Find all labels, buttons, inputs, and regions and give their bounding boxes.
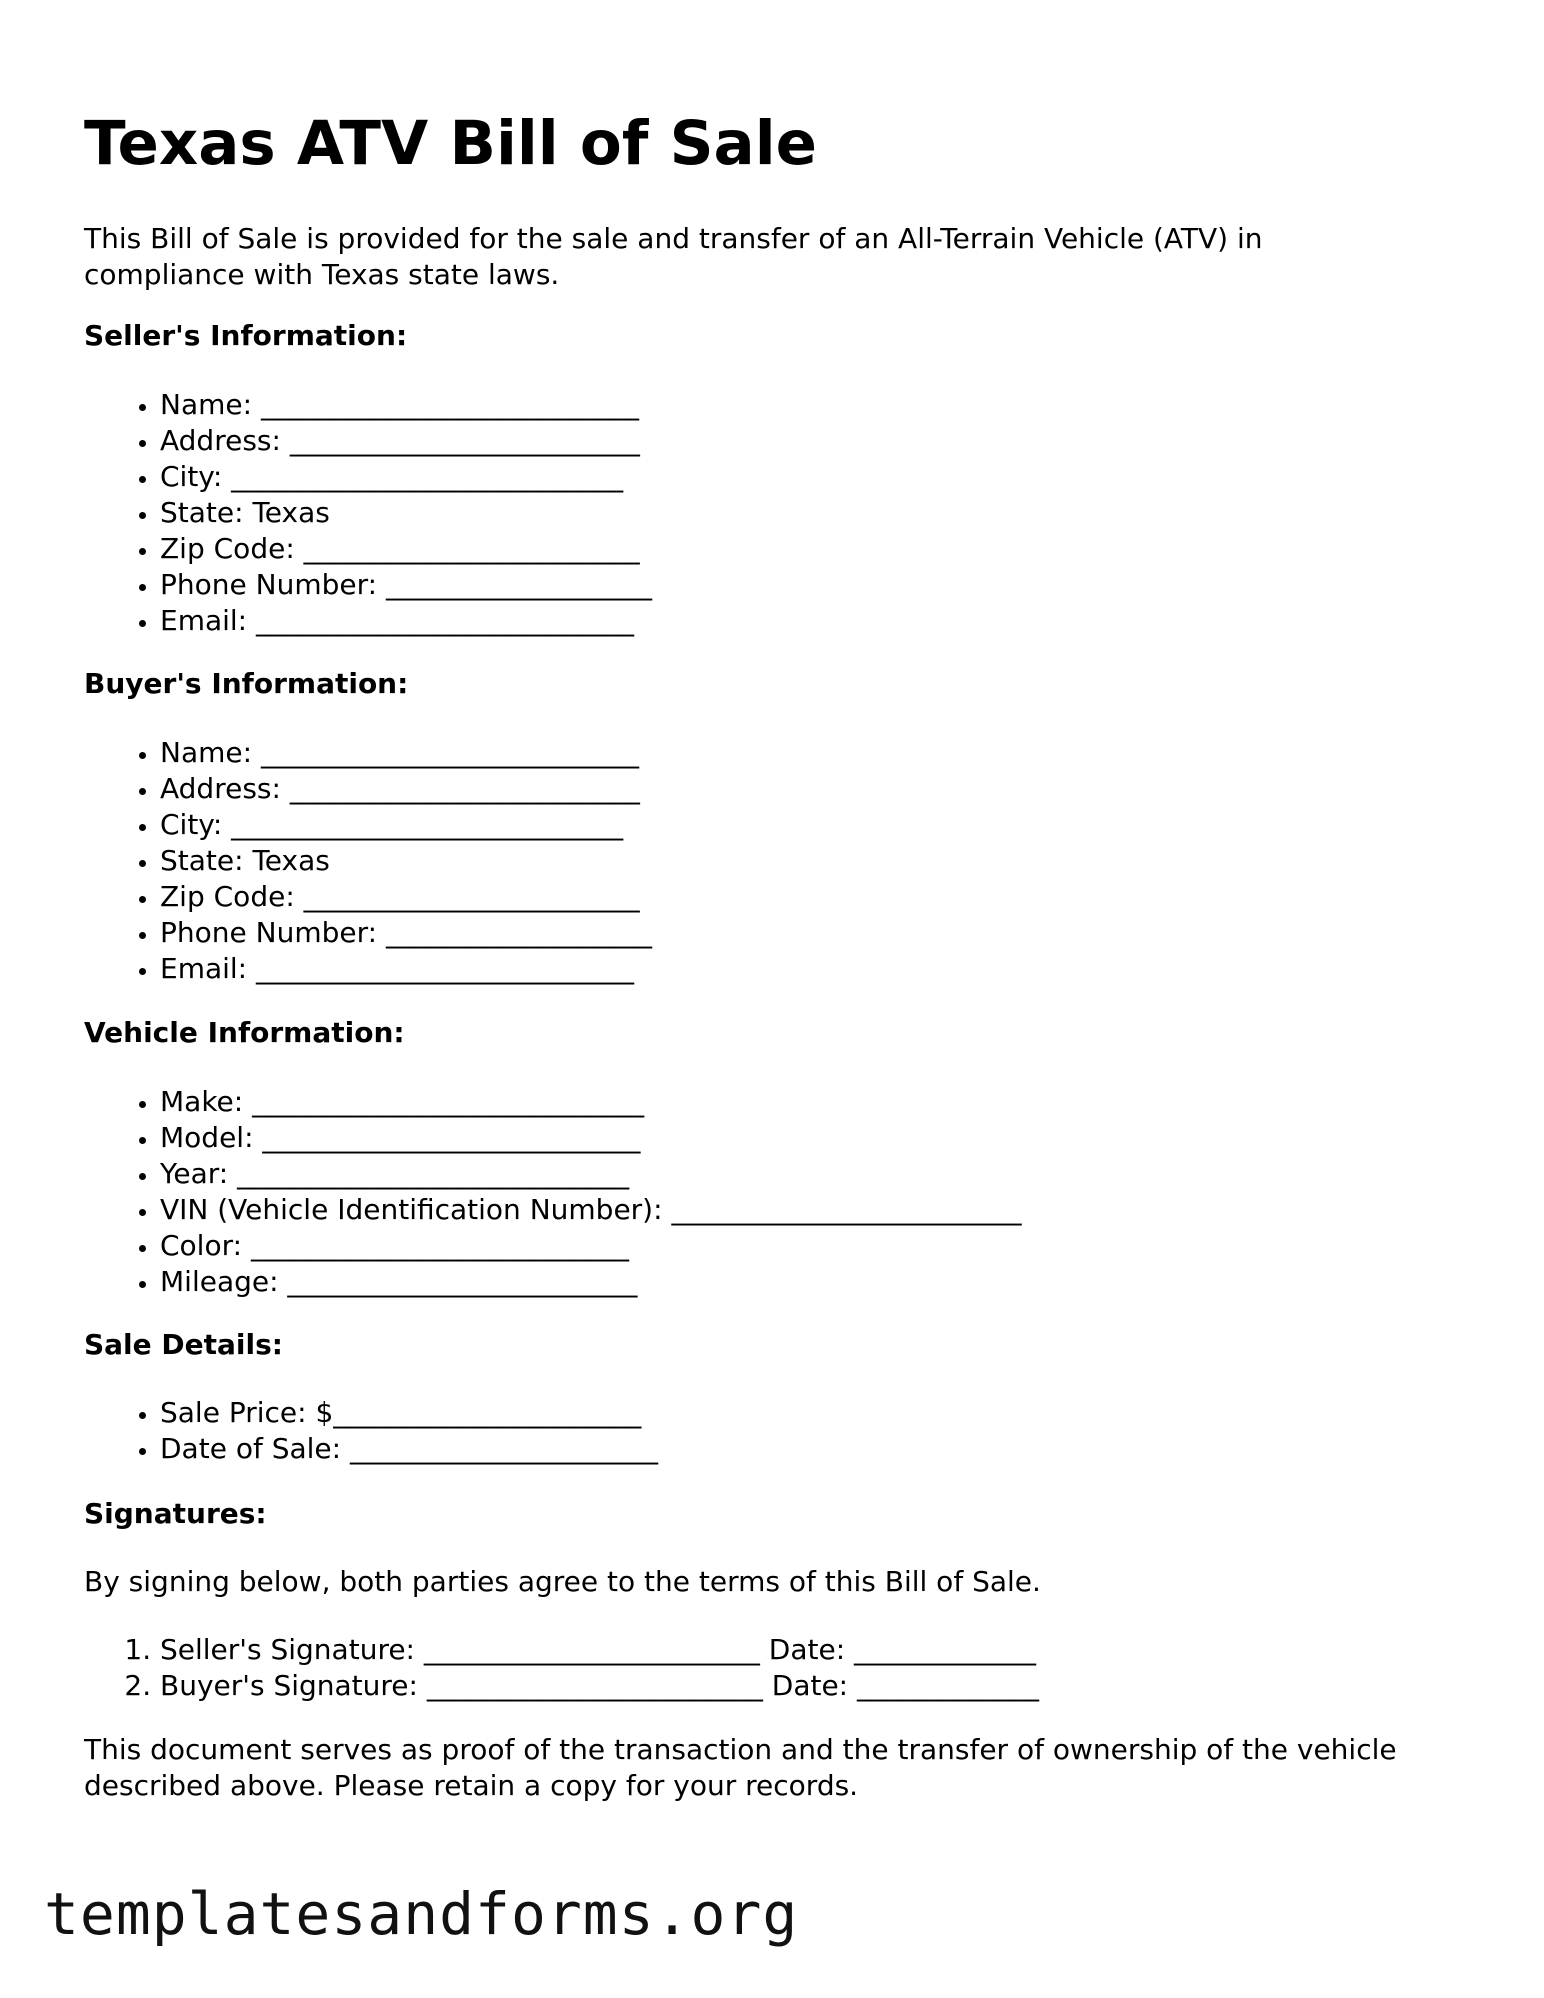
buyer-address-field[interactable]: • Address: _________________________: [160, 771, 652, 807]
buyer-state-field: • State: Texas: [160, 843, 652, 879]
vehicle-heading: Vehicle Information:: [84, 1016, 405, 1049]
buyer-zip-field[interactable]: • Zip Code: ________________________: [160, 879, 652, 915]
seller-heading: Seller's Information:: [84, 319, 408, 352]
signatures-text: By signing below, both parties agree to the terms of this Bill of Sale.: [84, 1565, 1041, 1598]
buyer-city-field[interactable]: • City: ____________________________: [160, 807, 652, 843]
seller-city-field[interactable]: • City: ____________________________: [160, 459, 652, 495]
buyer-email-field[interactable]: • Email: ___________________________: [160, 951, 652, 987]
vehicle-model-field[interactable]: • Model: ___________________________: [160, 1120, 1021, 1156]
seller-signature-field[interactable]: 1. Seller's Signature: ________________________ Date: _____________: [160, 1632, 1039, 1668]
vehicle-color-field[interactable]: • Color: ___________________________: [160, 1228, 1021, 1264]
sale-details-list: [84, 1395, 658, 1467]
buyer-signature-field[interactable]: 2. Buyer's Signature: ________________________ Date: _____________: [160, 1668, 1039, 1704]
buyer-phone-field[interactable]: • Phone Number: ___________________: [160, 915, 652, 951]
vehicle-info-list: [84, 1084, 1021, 1300]
signatures-list: [84, 1632, 1039, 1704]
buyer-heading: Buyer's Information:: [84, 667, 409, 700]
seller-info-list: [84, 387, 652, 639]
vehicle-year-field[interactable]: • Year: ____________________________: [160, 1156, 1021, 1192]
vehicle-vin-field[interactable]: • VIN (Vehicle Identification Number): _________________________: [160, 1192, 1021, 1228]
sale-heading: Sale Details:: [84, 1328, 283, 1361]
seller-state-field: • State: Texas: [160, 495, 652, 531]
sale-price-field[interactable]: • Sale Price: $______________________: [160, 1395, 658, 1431]
seller-zip-field[interactable]: • Zip Code: ________________________: [160, 531, 652, 567]
closing-paragraph: This document serves as proof of the transaction and the transfer of ownership of the vehicle described above. Please retain a copy for your records.: [84, 1733, 1397, 1802]
watermark: templatesandforms.org: [44, 1880, 799, 1948]
vehicle-make-field[interactable]: • Make: ____________________________: [160, 1084, 1021, 1120]
signatures-heading: Signatures:: [84, 1497, 267, 1530]
buyer-name-field[interactable]: • Name: ___________________________: [160, 735, 652, 771]
seller-name-field[interactable]: • Name: ___________________________: [160, 387, 652, 423]
intro-paragraph: This Bill of Sale is provided for the sale and transfer of an All-Terrain Vehicle (ATV) in compliance with Texas state laws.: [84, 222, 1263, 291]
seller-address-field[interactable]: • Address: _________________________: [160, 423, 652, 459]
seller-phone-field[interactable]: • Phone Number: ___________________: [160, 567, 652, 603]
vehicle-mileage-field[interactable]: • Mileage: _________________________: [160, 1264, 1021, 1300]
sale-date-field[interactable]: • Date of Sale: ______________________: [160, 1431, 658, 1467]
seller-email-field[interactable]: • Email: ___________________________: [160, 603, 652, 639]
buyer-info-list: [84, 735, 652, 987]
document-title: Texas ATV Bill of Sale: [84, 108, 817, 179]
